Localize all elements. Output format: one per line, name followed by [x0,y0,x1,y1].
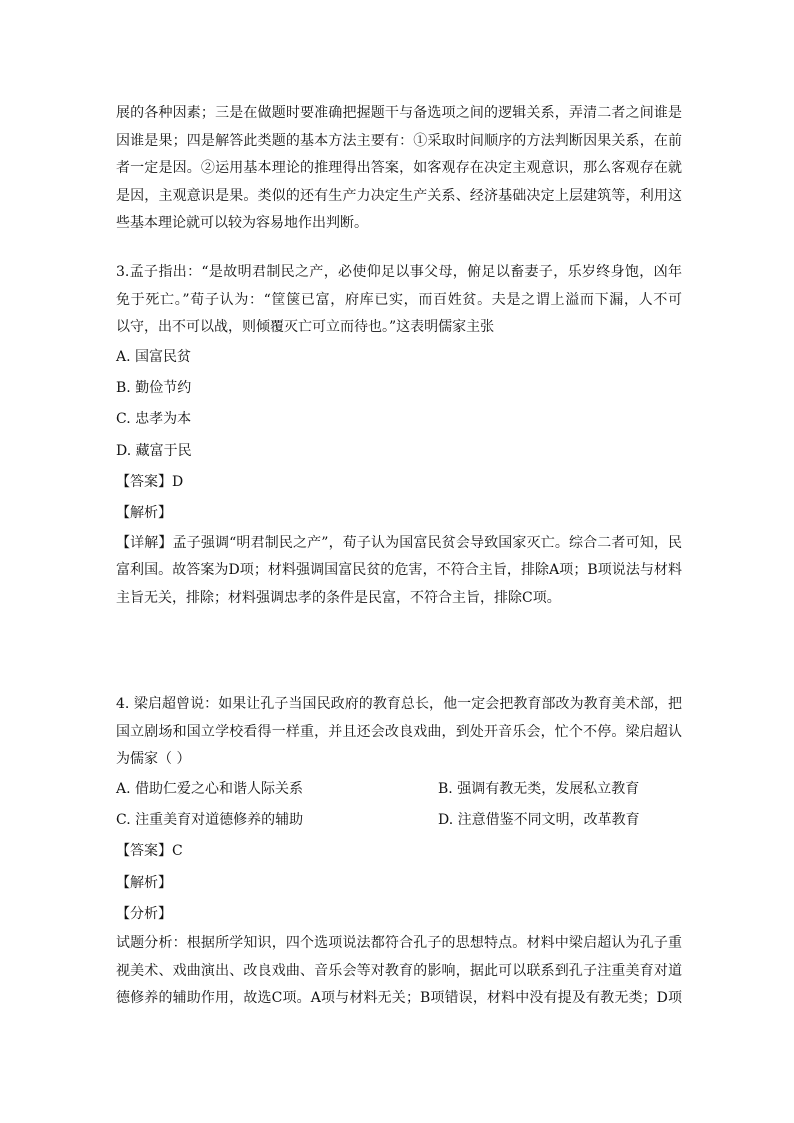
q3-stem-line: 3.孟子指出：“是故明君制民之产，必使仰足以事父母，俯足以畜妻子，乐岁终身饱，凶年 [116,264,682,280]
intro-line: 些基本理论就可以较为容易地作出判断。 [116,215,368,232]
q3-stem-line: 以守，出不可以战，则倾覆灭亡可立而待也。”这表明儒家主张 [116,319,495,336]
q4-analysis-line: 德修养的辅助作用，故选C项。A项与材料无关；B项错误，材料中没有提及有教无类；D项 [116,990,682,1007]
q3-analysis-label: 【解析】 [116,505,172,522]
q3-option-a: A. 国富民贫 [116,348,192,365]
q4-options-row-2 [116,805,682,836]
q4-option-c: C. 注重美育对道德修养的辅助 [116,812,304,829]
intro-line: 者一定是因。②运用基本理论的推理得出答案，如客观存在决定主观意识，那么客观存在就 [116,160,682,177]
intro-line: 是因，主观意识是果。类似的还有生产力决定生产关系、经济基础决定上层建筑等，利用这 [116,187,682,204]
intro-line: 展的各种因素；三是在做题时要准确把握题干与备选项之间的逻辑关系，弄清二者之间谁是 [116,105,682,121]
q3-option-b: B. 勤俭节约 [116,380,192,397]
q3-detail-line: 主旨无关，排除；材料强调忠孝的条件是民富，不符合主旨，排除C项。 [116,589,561,606]
q4-stem-line: 4. 梁启超曾说：如果让孔子当国民政府的教育总长，他一定会把教育部改为教育美术部，把 [116,696,682,712]
q4-option-b: B. 强调有教无类，发展私立教育 [438,780,640,797]
q4-stem-line: 国立剧场和国立学校看得一样重，并且还会改良戏曲，到处开音乐会，忙个不停。梁启超认 [116,723,682,740]
q4-fenxi-label: 【分析】 [116,905,172,922]
q4-analysis-line: 视美术、戏曲演出、改良戏曲、音乐会等对教育的影响，据此可以联系到孔子注重美育对道 [116,962,682,979]
q3-stem-line: 免于死亡。”荀子认为：“筐箧已富，府库已实，而百姓贫。夫是之谓上溢而下漏，人不可 [116,291,682,308]
q3-option-d: D. 藏富于民 [116,442,192,459]
intro-line: 因谁是果；四是解答此类题的基本方法主要有：①采取时间顺序的方法判断因果关系，在前 [116,132,682,149]
intro-paragraph [116,100,682,238]
question-4 [116,691,682,1013]
q3-option-c: C. 忠孝为本 [116,411,192,428]
question-3 [116,259,682,612]
q4-answer: 【答案】C [116,843,183,860]
q4-analysis-label: 【解析】 [116,874,172,891]
q4-option-d: D. 注意借鉴不同文明，改革教育 [438,812,640,829]
q4-option-a: A. 借助仁爱之心和谐人际关系 [116,780,304,797]
q3-detail-line: 【详解】孟子强调“明君制民之产”，荀子认为国富民贫会导致国家灭亡。综合二者可知，民 [116,534,682,551]
q3-answer: 【答案】D [116,473,184,490]
q4-stem-line: 为儒家（ ） [116,751,191,768]
q4-options-row-1 [116,774,682,805]
q4-analysis-line: 试题分析：根据所学知识，四个选项说法都符合孔子的思想特点。材料中梁启超认为孔子重 [116,935,682,952]
q3-detail-line: 富利国。故答案为D项；材料强调国富民贫的危害，不符合主旨，排除A项；B项说法与材料 [116,562,682,579]
